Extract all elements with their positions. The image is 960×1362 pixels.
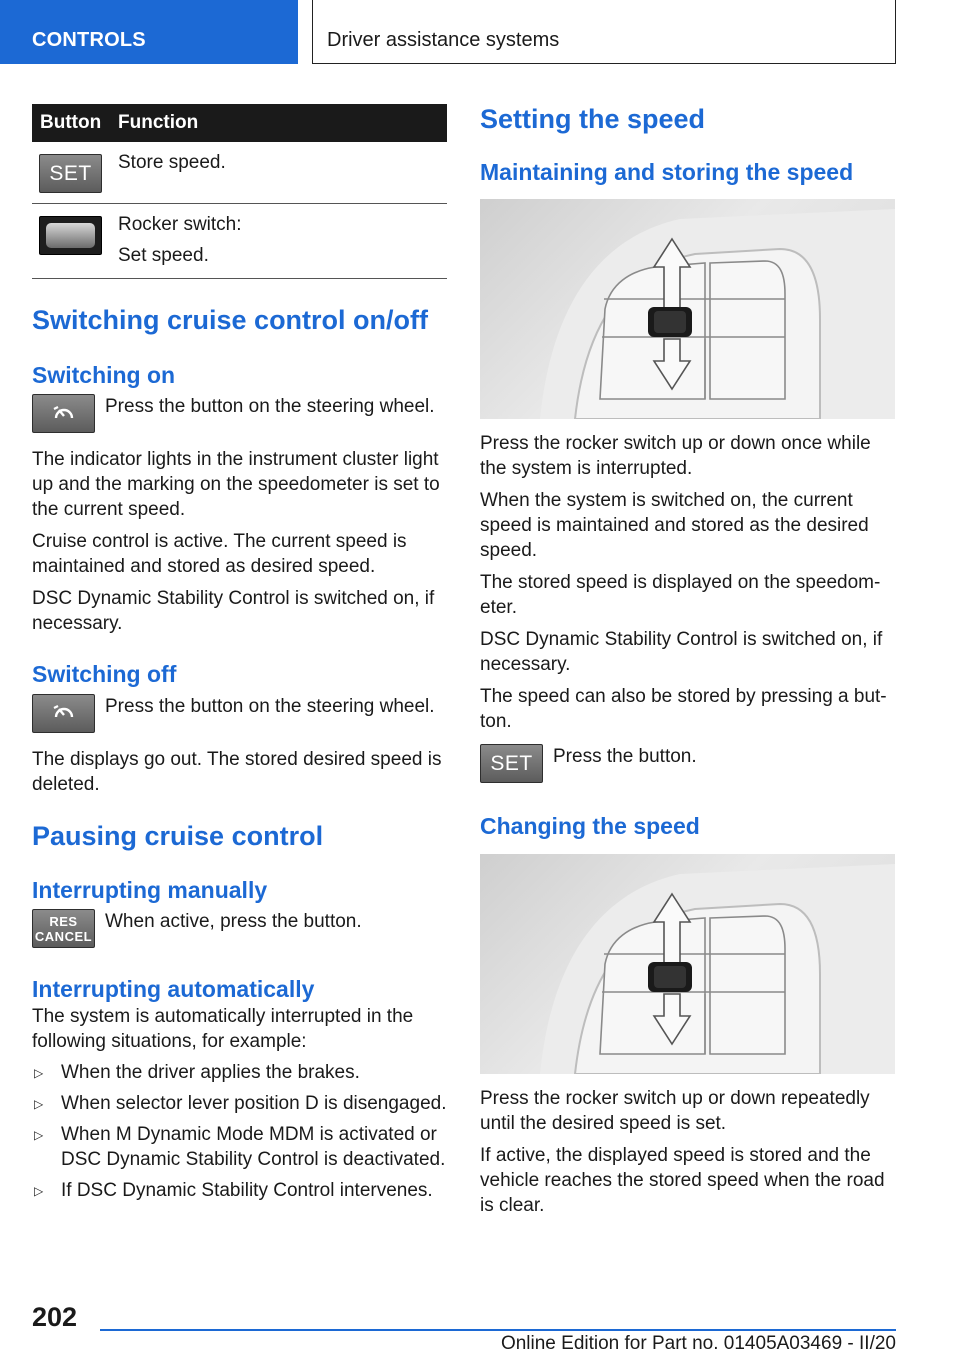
switch-on-instruction	[32, 394, 447, 433]
set-button-icon: SET	[480, 744, 543, 783]
triangle-bullet-icon: ▷	[34, 1128, 44, 1143]
list-item: ▷ When the driver applies the brakes.	[32, 1060, 447, 1085]
heading-switching-off: Switching off	[32, 661, 177, 688]
table-row	[32, 142, 447, 204]
button-function-table	[32, 104, 447, 279]
cruise-control-button-icon	[32, 394, 95, 433]
triangle-bullet-icon: ▷	[34, 1066, 44, 1081]
heading-changing-the-speed: Changing the speed	[480, 813, 700, 840]
res-cancel-button-icon: RES CANCEL	[32, 909, 95, 948]
list-item: ▷ If DSC Dynamic Stability Control intervenes.	[32, 1178, 447, 1203]
set-button-text: Press the button.	[553, 746, 697, 768]
topic-header	[312, 0, 896, 64]
heading-interrupting-automatically: Interrupting automatically	[32, 976, 315, 1002]
topic-title: Driver assistance systems	[327, 29, 560, 51]
rocker-switch-icon	[39, 216, 102, 255]
switch-on-text: Press the button on the steering wheel.	[105, 396, 435, 418]
heading-switching-cruise-control: Switching cruise control on/off	[32, 304, 429, 335]
switch-off-instruction	[32, 694, 447, 733]
paragraph: Cruise control is active. The current speed is maintained and stored as desired speed.	[32, 531, 407, 578]
steering-wheel-rocker-switch-image	[480, 199, 895, 419]
table-row	[32, 204, 447, 279]
cruise-control-symbol-icon	[51, 702, 77, 724]
right-column	[480, 104, 895, 1218]
set-button-icon: SET	[39, 154, 102, 193]
table-header-function: Function	[118, 104, 447, 142]
footer-divider	[100, 1329, 896, 1331]
table-header-button: Button	[32, 104, 118, 142]
paragraph: Press the rocker switch up or down once while the system is interrupted.	[480, 433, 871, 480]
paragraph: The system is automatically interrupted in the following situations, for example:	[32, 1006, 414, 1053]
page-number: 202	[32, 1302, 78, 1332]
list-item: ▷ When M Dynamic Mode MDM is activated or DSC Dynamic Stability Control is deactivated.	[34, 1124, 446, 1171]
interrupt-conditions-list	[32, 1060, 447, 1203]
heading-pausing-cruise-control: Pausing cruise control	[32, 820, 324, 851]
table-cell-text: Rocker switch:	[118, 214, 242, 235]
heading-switching-on: Switching on	[32, 361, 176, 388]
interrupt-manual-instruction	[32, 909, 447, 948]
section-title: CONTROLS	[32, 29, 146, 51]
paragraph: The speed can also be stored by pressing a but‐ton.	[480, 686, 887, 733]
paragraph: The displays go out. The stored desired speed is deleted.	[32, 748, 442, 795]
edition-note: Online Edition for Part no. 01405A03469 - II/20	[500, 1333, 896, 1354]
section-tab	[0, 0, 298, 64]
cruise-control-symbol-icon	[51, 403, 77, 425]
table-cell-text: Store speed.	[118, 152, 226, 173]
paragraph: The indicator lights in the instrument cluster light up and the marking on the speedometer is set to the current speed.	[32, 449, 440, 521]
left-column	[32, 104, 447, 1203]
heading-setting-the-speed: Setting the speed	[480, 104, 706, 134]
heading-interrupting-manually: Interrupting manually	[32, 876, 268, 903]
switch-off-text: Press the button on the steering wheel.	[105, 695, 435, 717]
paragraph: DSC Dynamic Stability Control is switched on, if necessary.	[32, 588, 435, 635]
paragraph: Press the rocker switch up or down repeatedly until the desired speed is set.	[480, 1087, 870, 1134]
paragraph: The stored speed is displayed on the speedom‐eter.	[480, 572, 881, 619]
steering-wheel-illustration	[480, 854, 895, 1074]
paragraph: When the system is switched on, the current speed is maintained and stored as the desired speed.	[480, 490, 869, 562]
table-header-row	[32, 104, 447, 142]
steering-wheel-rocker-switch-image	[480, 854, 895, 1074]
cruise-control-button-icon	[32, 694, 95, 733]
paragraph: DSC Dynamic Stability Control is switched on, if necessary.	[480, 629, 883, 676]
interrupt-manual-text: When active, press the button.	[105, 911, 362, 932]
table-cell-text: Set speed.	[118, 244, 209, 266]
steering-wheel-illustration	[480, 199, 895, 419]
heading-maintaining-storing-speed: Maintaining and storing the speed	[480, 159, 854, 186]
triangle-bullet-icon: ▷	[34, 1097, 44, 1112]
set-button-instruction	[480, 744, 895, 783]
list-item: ▷ When selector lever position D is disengaged.	[32, 1091, 447, 1116]
paragraph: If active, the displayed speed is stored and the vehicle reaches the stored speed when the road is clear.	[480, 1144, 885, 1216]
triangle-bullet-icon: ▷	[34, 1184, 44, 1199]
